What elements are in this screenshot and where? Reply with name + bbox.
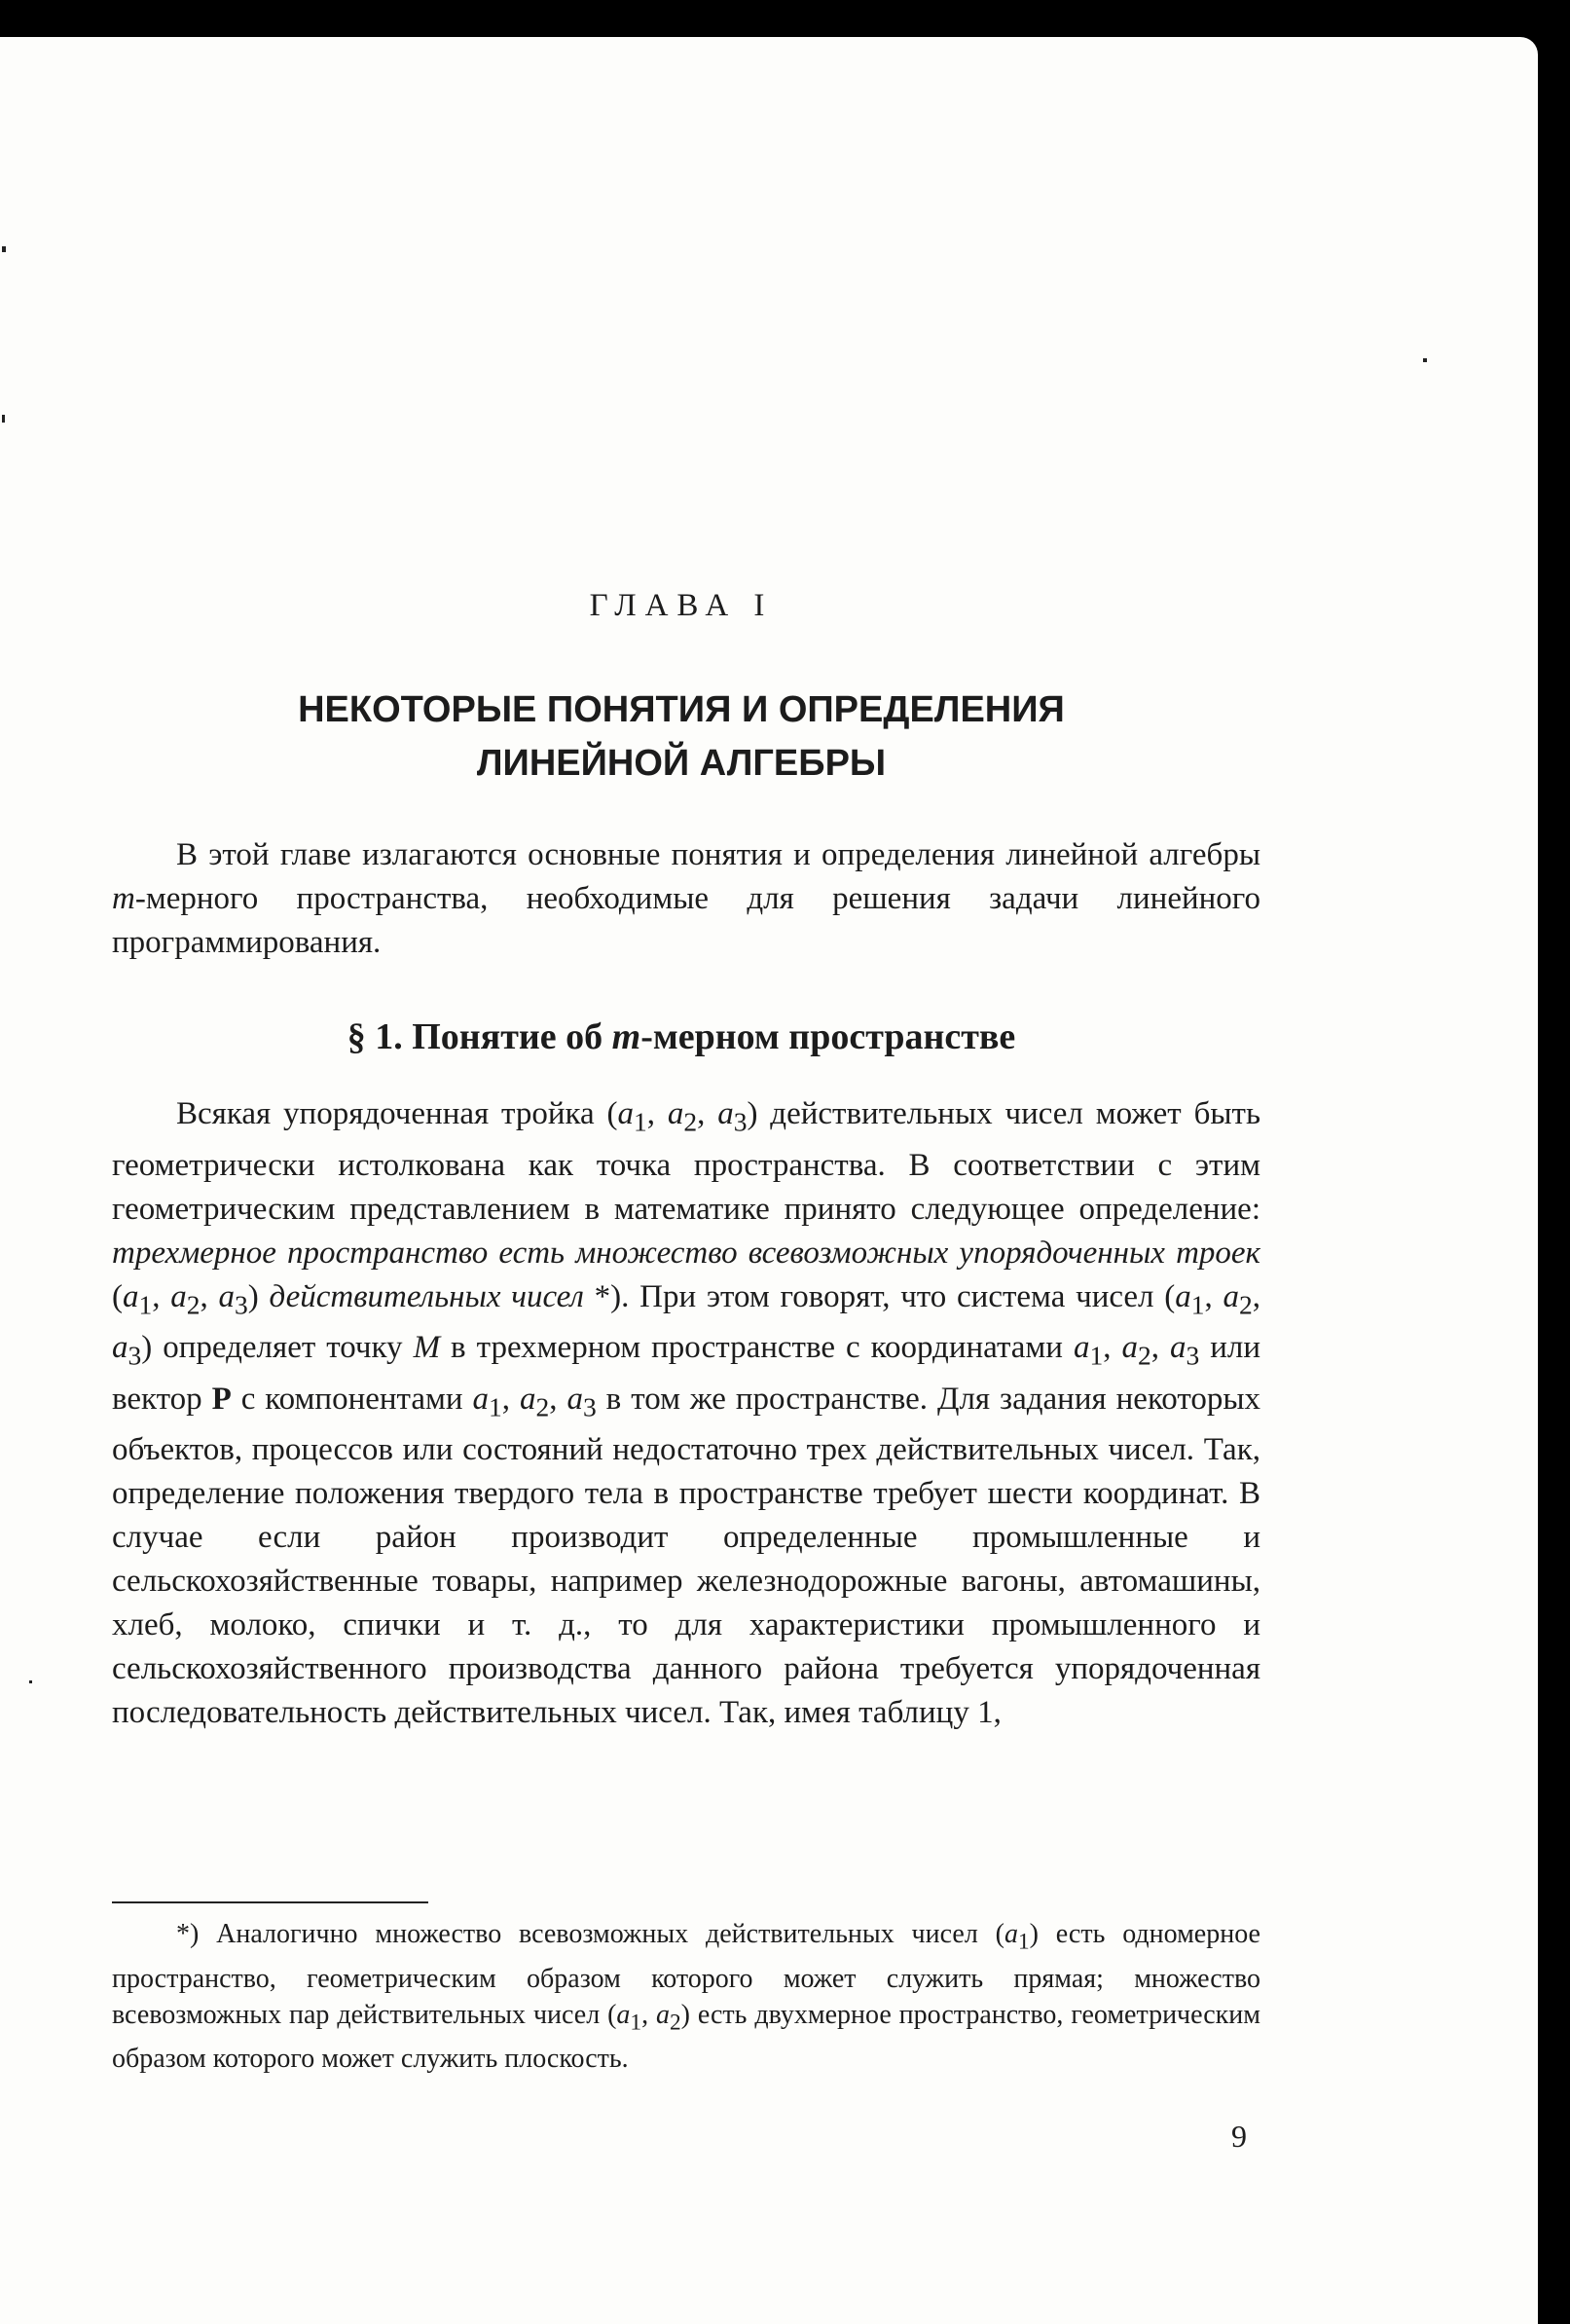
chapter-title-line: НЕКОТОРЫЕ ПОНЯТИЯ И ОПРЕДЕЛЕНИЯ [298,689,1065,730]
document-page [0,37,1538,2324]
chapter-label: ГЛАВА I [589,588,774,623]
section-title: § 1. Понятие об m-мерном пространстве [347,1016,1016,1057]
page-number: 9 [1231,2119,1247,2154]
footnote: *) Аналогично множество всевозможных действительных чисел $(a_1)$ есть одномерное пространство, геометрическим образом которого может служить прямая; множество всевозможных пар действительных чисел ($a_1$, $a_2$) есть двухмерное пространство, геометрическим образом которого может служить плоскость. [112,1919,1260,2075]
scan-speck [2,415,5,423]
chapter-title-line: ЛИНЕЙНОЙ АЛГЕБРЫ [476,743,887,784]
scan-speck [29,1680,32,1683]
footnote-rule [112,1901,428,1903]
scan-speck [1423,358,1427,362]
scan-speck [2,246,6,252]
intro-paragraph: В этой главе излагаются основные понятия и определения линейной алгебры m-мерного пространства, необходимые для решения задачи линейного программирования. [112,837,1260,960]
chapter-title [0,683,1363,791]
body-paragraph: Всякая упорядоченная тройка ($a_1$, $a_2$, $a_3$) действительных чисел может быть геометрически истолкована как точка пространства. В соответствии с этим геометрическим представлением в математике принято следующее определение: трехмерное пространство есть множество всевозможных упорядоченных троек ($a_1$, $a_2$, $a_3$) действительных чисел *). При этом говорят, что система чисел ($a_1$, $a_2$, $a_3$) определяет точку M в трехмерном пространстве с координатами $a_1$, $a_2$, $a_3$ или вектор P с компонентами $a_1$, $a_2$, $a_3$ в том же пространстве. Для задания некоторых объектов, процессов или состояний недостаточно трех действительных чисел. Так, определение положения твердого тела в пространстве требует шести координат. В случае если район производит определенные промышленные и сельскохозяйственные товары, например железнодорожные вагоны, автомашины, хлеб, молоко, спички и т. д., то для характеристики промышленного и сельскохозяйственного производства данного района требуется упорядоченная последовательность действительных чисел. Так, имея таблицу 1, [112,1096,1261,1731]
